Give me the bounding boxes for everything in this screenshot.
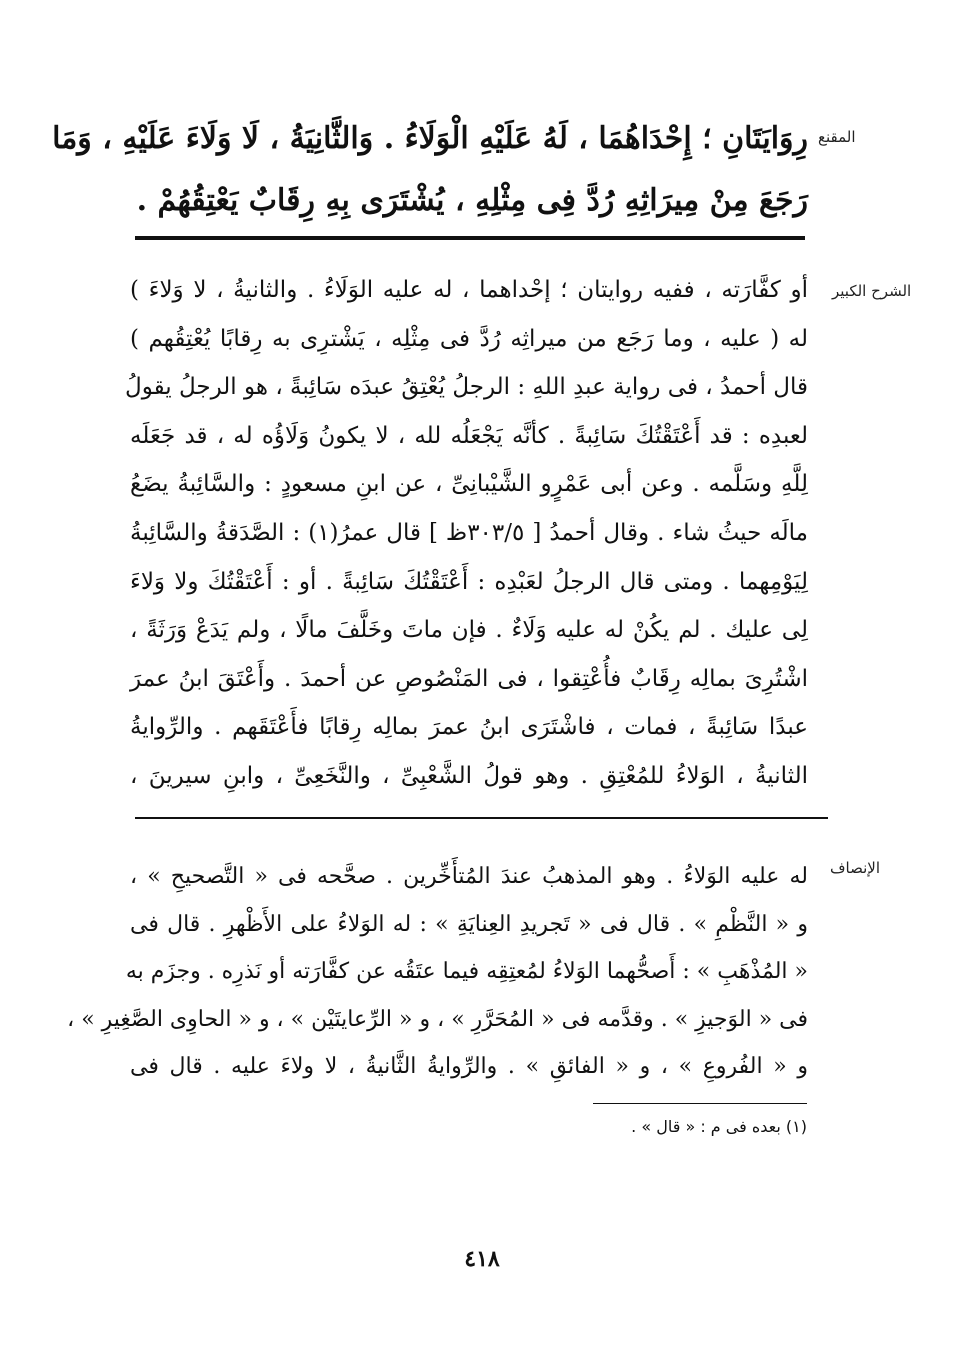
muqni-text xyxy=(52,108,808,232)
insaf-line: « المُذْهَبِ » : أَصحُّهما الوَلاءُ لمُعتِقِه فيما عتَقُه عن كفَّارَته أو نَذرِه . وجزَم به xyxy=(125,959,808,984)
muqni-label: المقنع xyxy=(818,128,856,146)
sharh-line: اشْتُرِىَ بمالِه رِقَابٌ فأُعْتِقوا ، فى المَنْصُوصِ عن أحمدَ . وأَعْتَقَ ابنُ عمرَ xyxy=(130,665,808,692)
sharh-line: له ( عليه ، وما رَجَع من ميراثِه رُدَّ فى مِثْلِه ، يَشْترِى به رِقابًا يُعْتِقُهم ) xyxy=(130,325,808,352)
page-number: ٤١٨ xyxy=(464,1246,500,1272)
sharh-line: عبدًا سَائِبةً ، فمات ، فاشْتَرَى ابنُ عمرَ بمالِه رِقابًا فأَعْتَقَهم . والرِّوايةُ xyxy=(130,714,808,741)
sharh-text xyxy=(125,266,808,801)
insaf-line: و « الفُروعِ » ، و « الفائقِ » . والرِّوايةُ الثَّانيةُ ، لا ولاءَ عليه . قال فى xyxy=(130,1054,808,1079)
sharh-line: مالَه حيثُ شاء . وقال أحمدُ [ ٣٠٣/٥ظ ] قال عمرُ(١) : الصَّدَقةُ والسَّائِبةُ xyxy=(130,519,808,546)
footnote-rule xyxy=(593,1103,807,1104)
insaf-text xyxy=(67,853,808,1091)
sharh-label: الشرح الكبير xyxy=(832,282,912,300)
sharh-line: لعبدِه : قد أَعْتَقْتُكَ سَائِبةً . كأنَّه يَجْعَلُه لله ، لا يكونُ وَلَاؤُه له ، قد جَعَلَه xyxy=(130,422,808,449)
sharh-line: الثانيةُ ، الوَلاءُ للمُعْتِقِ . وهو قولُ الشَّعْبِىِّ ، والنَّخَعِىِّ ، وابنِ سيرينَ ، xyxy=(130,762,808,789)
sharh-line: قال أحمدُ ، فى رواية عبدِ اللهِ : الرجلُ يُعْتِقُ عبدَه سَائِبةً ، هو الرجلُ يقولُ xyxy=(125,374,808,401)
insaf-line: فى « الوَجيزِ » . وقدَّمه فى « المُحَرَّرِ » ، و « الرِّعايتَيْن » ، و « الحاوِى الصَّغِيرِ » ، xyxy=(67,1006,808,1032)
muqni-line: رَجَعَ مِنْ مِيرَاثِهِ رُدَّ فِى مِثْلِهِ ، يُشْتَرَى بِهِ رِقَابٌ يَعْتِقُهُمْ . xyxy=(136,183,808,218)
insaf-line: له عليه الوَلاءُ . وهو المذهبُ عندَ المُتأَخِّرين . صحَّحه فى « التَّصحيحِ » ، xyxy=(130,864,808,889)
section-divider-thick xyxy=(135,236,805,240)
sharh-line: لِى عليك . لم يكُنْ له عليه وَلَاءٌ . فإن ماتَ وخَلَّفَ مالًا ، ولم يَدَعْ وَرَثَةً ، xyxy=(130,617,808,644)
muqni-line: رِوَايَتَانِ ؛ إِحْدَاهُمَا ، لَهُ عَلَيْهِ الْوَلَاءُ . وَالثَّانِيَةُ ، لَا وَلَاءَ عَلَيْهِ ، وَمَا xyxy=(52,121,808,156)
insaf-label: الإنصاف xyxy=(830,859,881,877)
sharh-line: لِيَوْمِهما . ومتى قال الرجلُ لعَبْدِه : أَعْتَقْتُكَ سَائِبةً . أو : أَعْتَقْتُكَ ولا وَلاءَ xyxy=(130,568,808,595)
insaf-line: و « النَّظْمِ » . قال فى « تَجريدِ العِنايَةِ » : له الوَلاءُ على الأَظْهرِ . قال فى xyxy=(130,911,808,937)
section-divider-thin xyxy=(135,817,828,819)
sharh-line: لِلَّهِ وسَلَّمه . وعن أبى عَمْرٍو الشَّيْبانِىِّ ، عن ابنِ مسعودٍ : والسَّائِبةُ يضَعُ xyxy=(130,471,808,498)
sharh-line: أو كفَّارَته ، ففيه روايتان ؛ إحْداهما ، له عليه الوَلَاءُ . والثانيةُ ، لا وَلاءَ ) xyxy=(130,277,808,303)
footnote: (١) بعده فى م : « قال » . xyxy=(631,1117,807,1136)
